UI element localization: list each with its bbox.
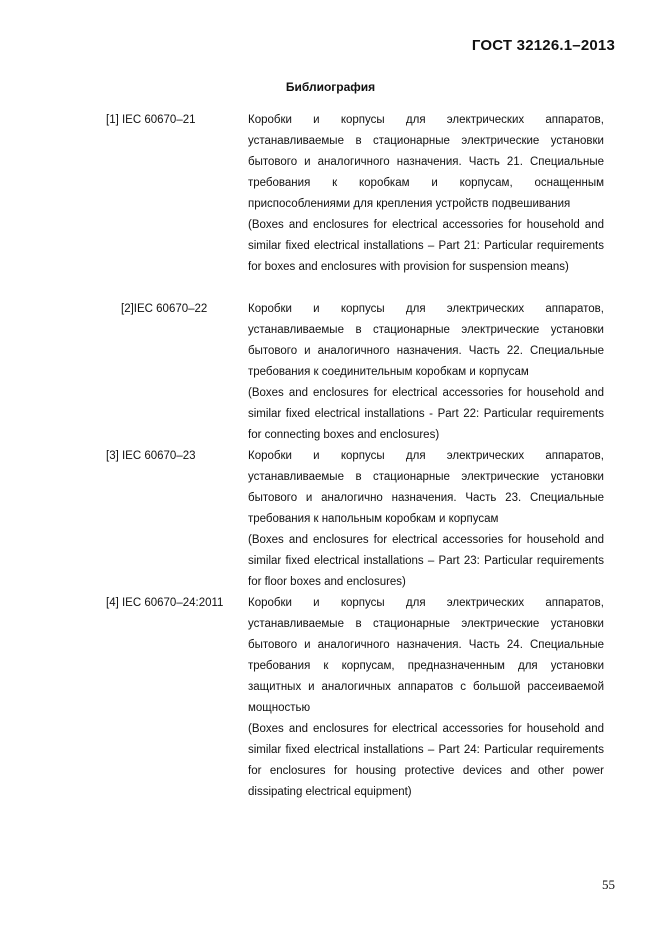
entry-russian-title: Коробки и корпусы для электрических аппаратов, устанавливаемые в стационарные электрические установки бытового и аналогичного назначения. Часть 24. Специальные требования к корпусам, предназначенным для установки защитных и аналогичных аппаратов с большой рассеиваемой мощностью (248, 597, 604, 714)
entry-description (248, 299, 604, 446)
entry-reference: [3] IEC 60670–23 (106, 450, 196, 462)
entry-description (248, 446, 604, 593)
entry-russian-title: Коробки и корпусы для электрических аппаратов, устанавливаемые в стационарные электрические установки бытового и аналогичного назначения. Часть 21. Специальные требования к коробкам и корпусам, оснащенным приспособлениями для крепления устройств подвешивания (248, 114, 604, 210)
entry-english-title: (Boxes and enclosures for electrical accessories for household and similar fixed electrical installations – Part 24: Particular requirements for enclosures for housing protective devices and other power dissipating electrical equipment) (248, 723, 604, 798)
entry-english-title: (Boxes and enclosures for electrical accessories for household and similar fixed electrical installations – Part 21: Particular requirements for boxes and enclosures with provision for suspension means) (248, 219, 604, 273)
bibliography-title: Библиография (285, 80, 376, 94)
entry-description (248, 593, 604, 803)
entry-russian-title: Коробки и корпусы для электрических аппаратов, устанавливаемые в стационарные электрические установки бытового и аналогичного назначения. Часть 22. Специальные требования к соединительным коробкам и корпусам (248, 303, 604, 378)
entry-english-title: (Boxes and enclosures for electrical accessories for household and similar fixed electrical installations - Part 22: Particular requirements for connecting boxes and enclosures) (248, 387, 604, 441)
entry-reference: [4] IEC 60670–24:2011 (106, 597, 224, 609)
document-code-header: ГОСТ 32126.1–2013 (471, 37, 615, 54)
page-number: 55 (602, 877, 615, 892)
entry-russian-title: Коробки и корпусы для электрических аппаратов, устанавливаемые в стационарные электрические установки бытового и аналогично назначения. Часть 23. Специальные требования к напольным коробкам и корпусам (248, 450, 604, 525)
entry-english-title: (Boxes and enclosures for electrical accessories for household and similar fixed electrical installations – Part 23: Particular requirements for floor boxes and enclosures) (248, 534, 604, 588)
entry-description (248, 110, 604, 278)
entry-reference: [1] IEC 60670–21 (106, 114, 196, 126)
entry-reference: [2]IEC 60670–22 (121, 303, 208, 315)
